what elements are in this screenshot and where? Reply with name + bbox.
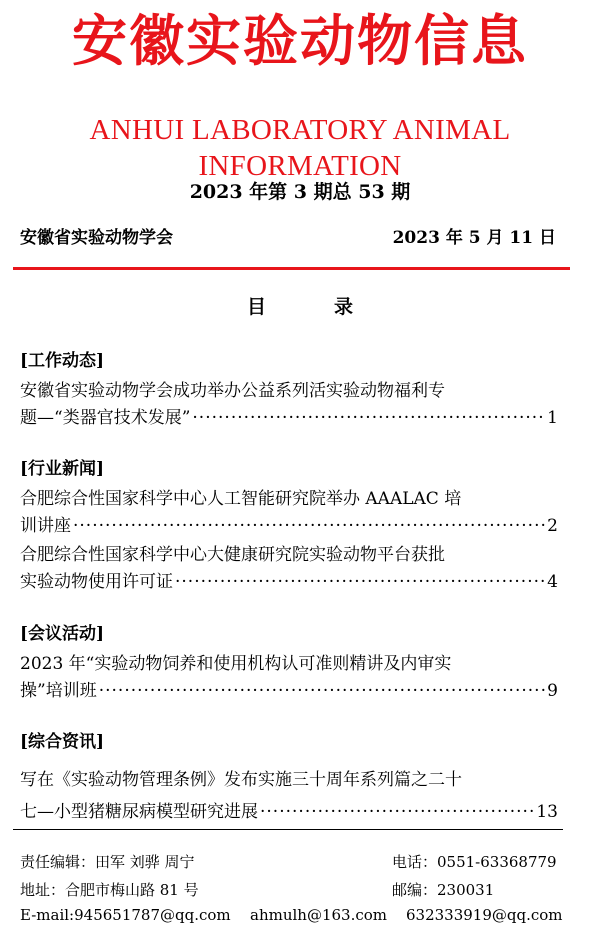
toc-entry-line: 写在《实验动物管理条例》发布实施三十周年系列篇之二十 [20,770,462,790]
toc-entry-line-text: 操”培训班 [20,681,97,701]
journal-title-english: ANHUI LABORATORY ANIMAL INFORMATION [89,114,511,182]
toc-entry-line-text: 实验动物使用许可证 [20,572,173,592]
toc-entry-line [20,678,558,705]
page-number: 13 [536,802,558,822]
toc-entry-line: 合肥综合性国家科学中心人工智能研究院举办 AAALAC 培 [20,489,462,509]
page-number: 1 [547,408,558,428]
page-number: 4 [547,572,558,592]
dot-leader [175,569,545,596]
toc-entry-line: 合肥综合性国家科学中心大健康研究院实验动物平台获批 [20,545,445,565]
toc-entry-line [20,513,558,540]
toc-entry-line-text: 训讲座 [20,516,71,536]
toc-entry-line [20,796,558,828]
email-link[interactable]: ahmulh@163.com [250,906,387,924]
dot-leader [99,678,545,705]
postal-code: 邮编：230031 [392,881,495,899]
dot-leader [260,796,534,828]
dot-leader [73,513,545,540]
toc-entry-line: 安徽省实验动物学会成功举办公益系列活实验动物福利专 [20,381,445,401]
toc-entry-line-text: 题—“类器官技术发展” [20,408,191,428]
footer-divider [13,829,563,830]
page-number: 9 [547,681,558,701]
contact-address: 地址：合肥市梅山路 81 号 [20,881,199,899]
section-title-conferences: [会议活动] [20,624,105,644]
toc-entry[interactable] [20,486,558,540]
toc-heading: 目录 [246,296,421,318]
toc-entry-line [20,569,558,596]
page-number: 2 [547,516,558,536]
journal-title-chinese: 安徽实验动物信息 [71,8,528,73]
section-title-general-info: [综合资讯] [20,732,105,752]
toc-entry[interactable] [20,651,558,705]
responsible-editors: 责任编辑：田军 刘骅 周宁 [20,853,195,871]
toc-entry-line: 2023 年“实验动物饲养和使用机构认可准则精讲及内审实 [20,654,452,674]
dot-leader [192,405,545,432]
email-link[interactable]: 632333919@qq.com [406,906,563,924]
section-title-industry-news: [行业新闻] [20,459,105,479]
toc-entry-line-text: 七—小型猪糖尿病模型研究进展 [20,802,258,822]
masthead-divider [13,267,570,270]
contact-phone: 电话：0551-63368779 [392,853,557,871]
toc-entry[interactable] [20,764,558,828]
email-link[interactable]: E-mail:945651787@qq.com [20,906,231,924]
toc-entry-line [20,405,558,432]
publisher-society: 安徽省实验动物学会 [20,228,173,248]
publication-date: 2023 年 5 月 11 日 [392,228,556,248]
toc-entry[interactable] [20,542,558,596]
issue-number: 2023 年第 3 期总 53 期 [189,181,411,203]
toc-entry[interactable] [20,378,558,432]
section-title-work-news: [工作动态] [20,351,105,371]
